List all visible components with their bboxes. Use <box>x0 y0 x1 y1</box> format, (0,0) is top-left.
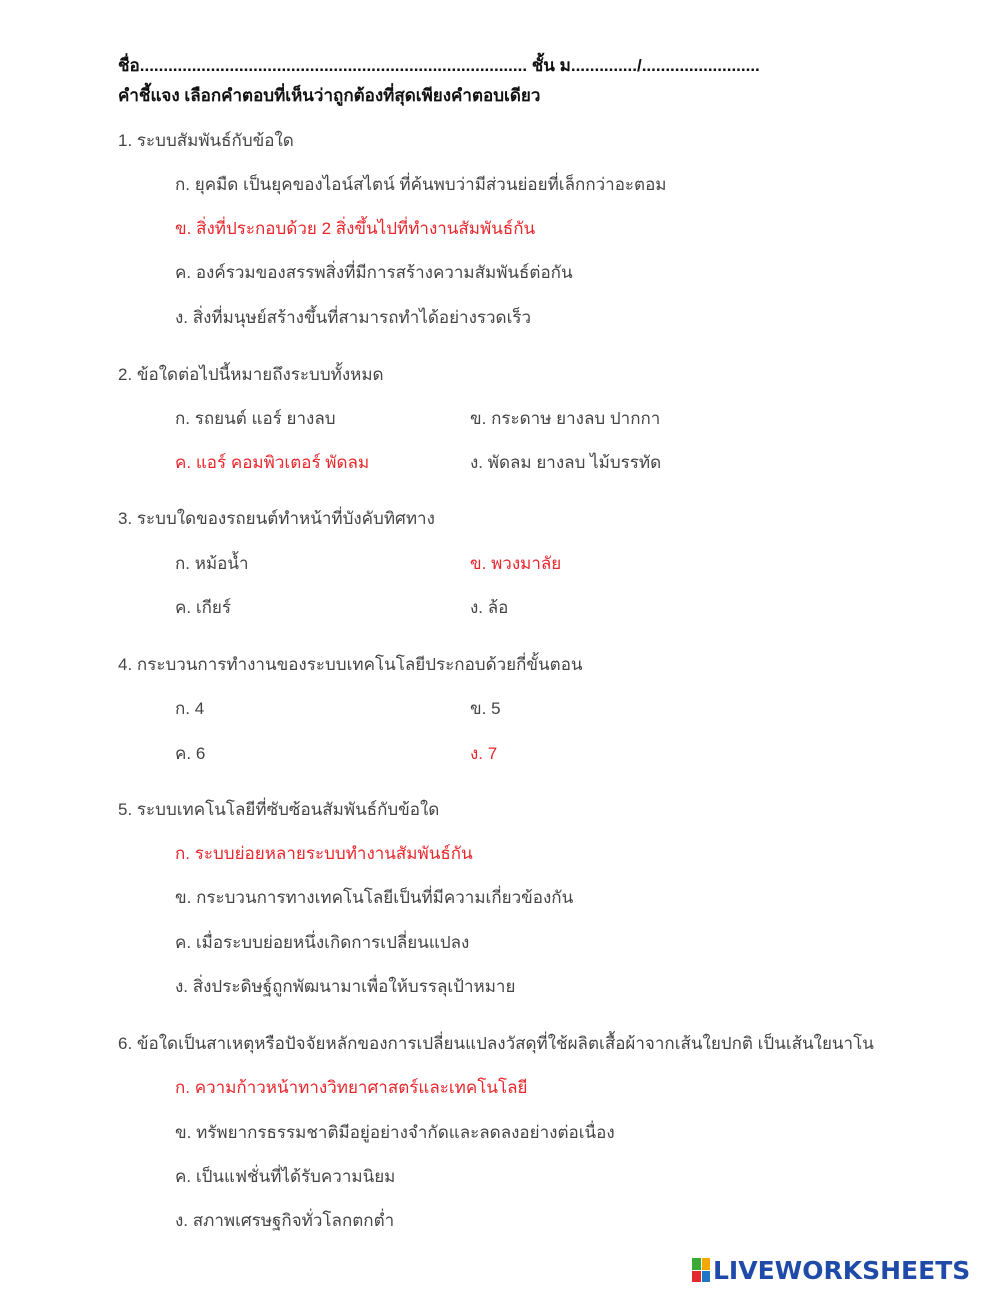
liveworksheets-logo <box>692 1255 970 1285</box>
q4-option-b[interactable]: ข. 5 <box>470 699 501 718</box>
question-2: 2. ข้อใดต่อไปนี้หมายถึงระบบทั้งหมด <box>118 365 384 384</box>
q6-option-a[interactable]: ก. ความก้าวหน้าทางวิทยาศาสตร์และเทคโนโลยี <box>175 1078 528 1097</box>
question-5: 5. ระบบเทคโนโลยีที่ซับซ้อนสัมพันธ์กับข้อใด <box>118 800 440 819</box>
q6-option-b[interactable]: ข. ทรัพยากรธรรมชาติมีอยู่อย่างจำกัดและลดลงอย่างต่อเนื่อง <box>175 1123 615 1142</box>
logo-block-4 <box>702 1271 711 1283</box>
liveworksheets-logo-icon <box>692 1258 710 1282</box>
logo-block-2 <box>702 1258 711 1270</box>
q4-option-d[interactable]: ง. 7 <box>470 744 498 763</box>
q3-option-a[interactable]: ก. หม้อน้ำ <box>175 554 249 573</box>
q1-option-b[interactable]: ข. สิ่งที่ประกอบด้วย 2 สิ่งขึ้นไปที่ทำงานสัมพันธ์กัน <box>175 219 536 238</box>
q6-option-c[interactable]: ค. เป็นแฟชั่นที่ได้รับความนิยม <box>175 1167 396 1186</box>
q3-option-c[interactable]: ค. เกียร์ <box>175 598 232 617</box>
q6-option-d[interactable]: ง. สภาพเศรษฐกิจทั่วโลกตกต่ำ <box>175 1211 395 1230</box>
name-class-line: ชื่อ.................................................................................. ชั้น ม............../......................... <box>118 56 760 75</box>
logo-block-1 <box>692 1258 701 1270</box>
q3-option-b[interactable]: ข. พวงมาลัย <box>470 554 562 573</box>
q3-option-d[interactable]: ง. ล้อ <box>470 598 509 617</box>
question-6: 6. ข้อใดเป็นสาเหตุหรือปัจจัยหลักของการเปลี่ยนแปลงวัสดุที่ใช้ผลิตเสื้อผ้าจากเส้นใยปกติ เป็นเส้นใยนาโน <box>118 1034 874 1053</box>
question-4: 4. กระบวนการทำงานของระบบเทคโนโลยีประกอบด้วยกี่ขั้นตอน <box>118 655 583 674</box>
q1-option-d[interactable]: ง. สิ่งที่มนุษย์สร้างขึ้นที่สามารถทำได้อย่างรวดเร็ว <box>175 308 532 327</box>
q2-option-a[interactable]: ก. รถยนต์ แอร์ ยางลบ <box>175 409 336 428</box>
q2-option-b[interactable]: ข. กระดาษ ยางลบ ปากกา <box>470 409 661 428</box>
q5-option-b[interactable]: ข. กระบวนการทางเทคโนโลยีเป็นที่มีความเกี่ยวข้องกัน <box>175 888 574 907</box>
q5-option-c[interactable]: ค. เมื่อระบบย่อยหนึ่งเกิดการเปลี่ยนแปลง <box>175 933 470 952</box>
q2-option-d[interactable]: ง. พัดลม ยางลบ ไม้บรรทัด <box>470 453 662 472</box>
q4-option-a[interactable]: ก. 4 <box>175 699 205 718</box>
q1-option-a[interactable]: ก. ยุคมืด เป็นยุคของไอน์สไตน์ ที่ค้นพบว่ามีส่วนย่อยที่เล็กกว่าอะตอม <box>175 175 667 194</box>
logo-block-3 <box>692 1271 701 1283</box>
q1-option-c[interactable]: ค. องค์รวมของสรรพสิ่งที่มีการสร้างความสัมพันธ์ต่อกัน <box>175 263 573 282</box>
question-3: 3. ระบบใดของรถยนต์ทำหน้าที่บังคับทิศทาง <box>118 509 435 528</box>
q4-option-c[interactable]: ค. 6 <box>175 744 206 763</box>
instruction-line: คำชี้แจง เลือกคำตอบที่เห็นว่าถูกต้องที่สุดเพียงคำตอบเดียว <box>118 86 541 105</box>
q2-option-c[interactable]: ค. แอร์ คอมพิวเตอร์ พัดลม <box>175 453 370 472</box>
liveworksheets-logo-text: LIVEWORKSHEETS <box>713 1255 971 1285</box>
q5-option-d[interactable]: ง. สิ่งประดิษฐ์ถูกพัฒนามาเพื่อให้บรรลุเป้าหมาย <box>175 977 516 996</box>
question-1: 1. ระบบสัมพันธ์กับข้อใด <box>118 131 294 150</box>
q5-option-a[interactable]: ก. ระบบย่อยหลายระบบทำงานสัมพันธ์กัน <box>175 844 473 863</box>
